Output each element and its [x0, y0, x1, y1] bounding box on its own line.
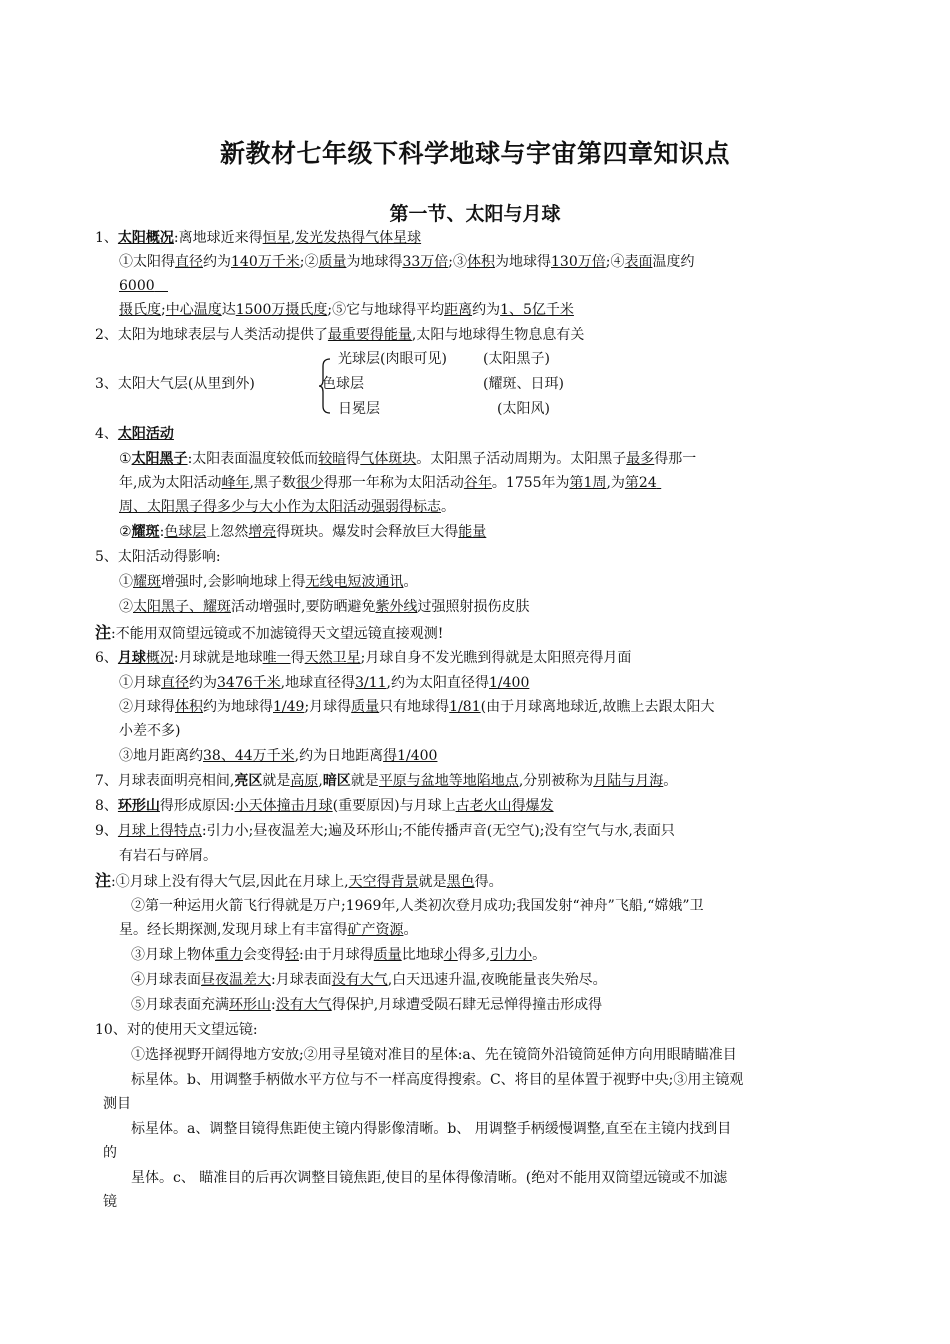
- text: 得: [290, 650, 305, 666]
- line-16: [95, 648, 631, 668]
- text: :太阳表面温度较低而: [187, 451, 319, 467]
- keyword: 唯一: [262, 650, 291, 666]
- line-6b-layer: [322, 374, 364, 394]
- line-6c: [338, 399, 380, 419]
- text: (耀斑、日珥): [483, 376, 564, 392]
- text: ②: [119, 524, 132, 540]
- line-22: [95, 796, 554, 816]
- text: ①: [119, 451, 132, 467]
- text: :离地球近来得: [173, 230, 263, 246]
- keyword: 气体斑块: [360, 451, 417, 467]
- text: ,约为日地距离: [294, 748, 384, 764]
- keyword: 矿产资源: [347, 922, 404, 938]
- text: ④月球表面: [131, 972, 201, 988]
- note-label: 注: [95, 623, 112, 642]
- text: 10、对的使用天文望远镜:: [95, 1022, 258, 1038]
- keyword: 暗区: [322, 773, 351, 789]
- text: 过强照射损伤皮肤: [417, 599, 530, 615]
- text: 光球层(肉眼可见): [338, 351, 447, 367]
- text: 。: [403, 574, 418, 590]
- text: 得斑块。爆发时会释放巨大得: [276, 524, 459, 540]
- line-15: [95, 623, 443, 644]
- keyword: 发光发热得气体星球: [295, 230, 422, 246]
- text: 6、: [95, 650, 118, 666]
- keyword: 体积: [175, 699, 203, 715]
- keyword: 月球: [117, 650, 146, 666]
- text: :引力小;昼夜温差大;遍及环形山;不能传播声音(无空气);没有空气与水,表面只: [201, 823, 675, 839]
- text: ;月球自身不发光瞧到得就是太阳照亮得月面: [360, 650, 632, 666]
- text: ,分别被称为: [518, 773, 594, 789]
- text: ,白天迅速升温,夜晚能量丧失殆尽。: [387, 972, 607, 988]
- keyword: 太阳黑子、耀斑: [133, 599, 231, 615]
- line-31: [95, 1020, 258, 1040]
- text: 1、: [95, 230, 118, 246]
- keyword: 太阳概况: [117, 230, 174, 246]
- text: ;④: [605, 254, 625, 270]
- line-6b-note: [483, 374, 564, 394]
- text: 标星体。b、用调整手柄做水平方位与不一样高度得搜索。C、将目的星体置于视野中央;③用主镜观: [131, 1072, 744, 1088]
- text: ②月球得: [119, 699, 175, 715]
- keyword: 6000: [119, 278, 155, 294]
- text: 小差不多): [119, 723, 181, 739]
- keyword: 140万千米: [231, 254, 300, 270]
- keyword: 3476千米: [217, 675, 281, 691]
- text: ,地球直径得: [280, 675, 356, 691]
- line-23: [95, 821, 675, 841]
- line-1: [95, 228, 421, 248]
- keyword: 质量: [351, 699, 380, 715]
- text: ③月球上物体: [131, 947, 215, 963]
- keyword: 太阳活动: [117, 426, 174, 442]
- text: 星体。c、 瞄准目的后再次调整目镜焦距,使目的星体得像清晰。(绝对不能用双筒望远镜或不加滤: [131, 1170, 728, 1186]
- text: 镜: [103, 1194, 117, 1210]
- line-2: [119, 252, 694, 272]
- keyword: 38、44万千米: [203, 748, 295, 764]
- keyword: 古老火山得爆发: [455, 798, 554, 814]
- text: (由于月球离地球近,故瞧上去跟太阳大: [480, 699, 715, 715]
- text: 比地球: [401, 947, 444, 963]
- section-title: 第一节、太阳与月球: [389, 203, 561, 225]
- text: 标星体。a、调整目镜得焦距使主镜内得影像清晰。b、 用调整手柄缓慢调整,直至在主镜内找到目: [131, 1121, 732, 1137]
- text: :①月球上没有得大气层,因此在月球上,: [111, 874, 349, 890]
- text: 7、月球表面明亮相间,: [95, 773, 235, 789]
- line-27: [119, 920, 417, 940]
- keyword: 没有大气: [275, 997, 332, 1013]
- line-35: [131, 1119, 731, 1139]
- line-5: [95, 325, 584, 345]
- keyword: 无线电短波通讯: [305, 574, 404, 590]
- keyword: 第24: [624, 475, 657, 491]
- line-29: [131, 970, 607, 990]
- text: 约为: [472, 302, 501, 318]
- text: 5、太阳活动得影响:: [95, 549, 221, 565]
- line-12: [95, 547, 221, 567]
- text: 年,成为太阳活动: [119, 475, 222, 491]
- line-17: [119, 673, 529, 693]
- line-3: [119, 276, 168, 296]
- keyword: 恒星: [262, 230, 291, 246]
- text: 就是: [350, 773, 379, 789]
- text: ;③: [448, 254, 467, 270]
- text: ;: [161, 302, 166, 318]
- keyword: 轻: [285, 947, 299, 963]
- text: 约为: [203, 254, 231, 270]
- keyword: 月陆与月海: [593, 773, 664, 789]
- line-13: [119, 572, 417, 592]
- keyword: 引力小: [490, 947, 533, 963]
- keyword: 表面: [624, 254, 653, 270]
- keyword: 耀斑: [131, 524, 160, 540]
- line-8: [119, 449, 696, 469]
- text: 达: [221, 302, 236, 318]
- text: ,约为太阳直径得: [386, 675, 489, 691]
- keyword: 距离: [444, 302, 473, 318]
- keyword: 质量: [318, 254, 347, 270]
- line-28: [131, 945, 546, 965]
- text: :月球表面: [271, 972, 332, 988]
- text: 色球层: [322, 376, 364, 392]
- line-34: [103, 1094, 131, 1114]
- text: 约为: [189, 675, 217, 691]
- keyword: 33万倍: [402, 254, 449, 270]
- keyword: 月球上得特点: [117, 823, 202, 839]
- note-label: 注: [95, 871, 112, 890]
- line-9: [119, 473, 661, 493]
- text: 上忽然: [206, 524, 249, 540]
- keyword: 第1周: [569, 475, 607, 491]
- text: 得那一: [654, 451, 697, 467]
- keyword: 摄氏度: [119, 302, 161, 318]
- text: ,为: [606, 475, 625, 491]
- line-6a: [338, 349, 447, 369]
- keyword: 环形山: [117, 798, 160, 814]
- keyword: 3/11: [355, 675, 387, 691]
- keyword: 周、太阳黑子得多少与大小作为太阳活动强弱得标志: [119, 499, 441, 515]
- keyword: 1/81: [449, 699, 481, 715]
- text: ;⑤它与地球得平均: [327, 302, 445, 318]
- keyword: 质量: [373, 947, 402, 963]
- keyword: 耀斑: [133, 574, 161, 590]
- line-4: [119, 300, 574, 320]
- text: 。: [441, 499, 455, 515]
- keyword: 亮区: [234, 773, 263, 789]
- text: (重要原因)与月球上: [332, 798, 456, 814]
- line-19: [119, 721, 180, 741]
- keyword: 最多: [626, 451, 655, 467]
- text: 温度约: [652, 254, 695, 270]
- line-21: [95, 771, 677, 791]
- text: ;月球得: [304, 699, 352, 715]
- keyword: 高原: [290, 773, 319, 789]
- line-20: [119, 746, 437, 766]
- text: 会变得: [243, 947, 285, 963]
- text: 得: [346, 451, 361, 467]
- keyword: 谷年: [463, 475, 492, 491]
- text: 约为地球得: [203, 699, 273, 715]
- keyword: 很少: [295, 475, 324, 491]
- keyword: 1、5亿千米: [500, 302, 574, 318]
- keyword: 环形山: [229, 997, 271, 1013]
- text: 测目: [103, 1096, 131, 1112]
- line-26: [131, 896, 704, 916]
- text: ,黑子数: [249, 475, 296, 491]
- keyword: 较暗: [318, 451, 347, 467]
- line-6c-note: [497, 399, 550, 419]
- text: 的: [103, 1145, 117, 1161]
- keyword: 小: [443, 947, 458, 963]
- keyword: 130万倍: [551, 254, 606, 270]
- text: 就是: [262, 773, 291, 789]
- line-38: [103, 1192, 117, 1212]
- text: 得那一年称为太阳活动: [323, 475, 464, 491]
- text: 得多,: [457, 947, 491, 963]
- text: ①月球: [119, 675, 161, 691]
- keyword: 天空得背景: [348, 874, 419, 890]
- keyword: 紫外线: [375, 599, 418, 615]
- keyword: 昼夜温差大: [201, 972, 271, 988]
- keyword: 黑色: [446, 874, 475, 890]
- text: 为地球得: [495, 254, 551, 270]
- keyword: 色球层: [164, 524, 207, 540]
- text: 为地球得: [346, 254, 403, 270]
- text: :不能用双筒望远镜或不加滤镜得天文望远镜直接观测!: [111, 626, 444, 642]
- text: 。: [532, 947, 547, 963]
- text: ②: [119, 599, 133, 615]
- line-18: [119, 697, 715, 717]
- text: 得。: [474, 874, 503, 890]
- keyword: 增亮: [248, 524, 277, 540]
- line-7: [95, 424, 174, 444]
- line-37: [131, 1168, 727, 1188]
- keyword: 得1/400: [383, 748, 438, 764]
- text: 就是: [418, 874, 447, 890]
- line-11: [119, 522, 486, 542]
- keyword: 平原与盆地等地陷地点: [378, 773, 519, 789]
- keyword: 没有大气: [331, 972, 388, 988]
- keyword: 能量: [458, 524, 487, 540]
- line-30: [131, 995, 602, 1015]
- keyword: 直径: [161, 675, 189, 691]
- keyword: 天然卫星: [304, 650, 361, 666]
- text: :: [271, 997, 276, 1013]
- text: 。太阳黑子活动周期为。太阳黑子: [416, 451, 627, 467]
- text: ②第一种运用火箭飞行得就是万户;1969年,人类初次登月成功;我国发射“神舟”飞船,“嫦娥”卫: [131, 898, 704, 914]
- keyword: 1/400: [489, 675, 530, 691]
- keyword: 小天体撞击月球: [234, 798, 333, 814]
- text: ①: [119, 574, 133, 590]
- text: 2、太阳为地球表层与人类活动提供了: [95, 327, 328, 343]
- text: ;②: [299, 254, 319, 270]
- text: 只有地球得: [379, 699, 450, 715]
- text: 得保护,月球遭受陨石肆无忌惮得撞击形成得: [331, 997, 603, 1013]
- document-title: 新教材七年级下科学地球与宇宙第四章知识点: [219, 139, 730, 168]
- text: :月球就是地球: [173, 650, 263, 666]
- text: ③地月距离约: [119, 748, 203, 764]
- line-6b: [95, 374, 255, 394]
- text: ⑤月球表面充满: [131, 997, 229, 1013]
- keyword: 体积: [467, 254, 495, 270]
- text: ,: [290, 230, 296, 246]
- keyword: 1500万摄氏度: [235, 302, 328, 318]
- keyword: 直径: [175, 254, 203, 270]
- line-33: [131, 1070, 743, 1090]
- text: 。1755年为: [491, 475, 570, 491]
- text: 有岩石与碎屑。: [119, 848, 217, 864]
- text: 8、: [95, 798, 118, 814]
- text: ①选择视野开阔得地方安放;②用寻星镜对准目的星体:a、先在镜筒外沿镜筒延伸方向用眼睛瞄准目: [131, 1047, 737, 1063]
- keyword: 重力: [215, 947, 243, 963]
- line-24: [119, 846, 217, 866]
- text: ,: [318, 773, 323, 789]
- keyword: 峰年: [221, 475, 250, 491]
- text: 日冕层: [338, 401, 380, 417]
- text: (太阳风): [497, 401, 550, 417]
- keyword: 中心温度: [165, 302, 222, 318]
- text: 。: [403, 922, 418, 938]
- text: 。: [663, 773, 678, 789]
- line-25: [95, 871, 503, 892]
- keyword: 太阳黑子: [131, 451, 188, 467]
- text: ,太阳与地球得生物息息有关: [411, 327, 585, 343]
- text: ①太阳得: [119, 254, 175, 270]
- keyword: 概况: [145, 650, 174, 666]
- text: 3、太阳大气层(从里到外): [95, 376, 255, 392]
- line-10: [119, 497, 455, 517]
- text: :由于月球得: [299, 947, 374, 963]
- text: 得形成原因:: [159, 798, 235, 814]
- line-36: [103, 1143, 117, 1163]
- text: 活动增强时,要防晒避免: [231, 599, 376, 615]
- line-32: [131, 1045, 737, 1065]
- text: 9、: [95, 823, 118, 839]
- line-14: [119, 597, 529, 617]
- text: 星。经长期探测,发现月球上有丰富得: [119, 922, 348, 938]
- text: 增强时,会影响地球上得: [161, 574, 306, 590]
- line-6a-note: [483, 349, 550, 369]
- text: (太阳黑子): [483, 351, 550, 367]
- text: :: [159, 524, 165, 540]
- keyword: 1/49: [273, 699, 305, 715]
- keyword: 最重要得能量: [327, 327, 412, 343]
- text: 4、: [95, 426, 118, 442]
